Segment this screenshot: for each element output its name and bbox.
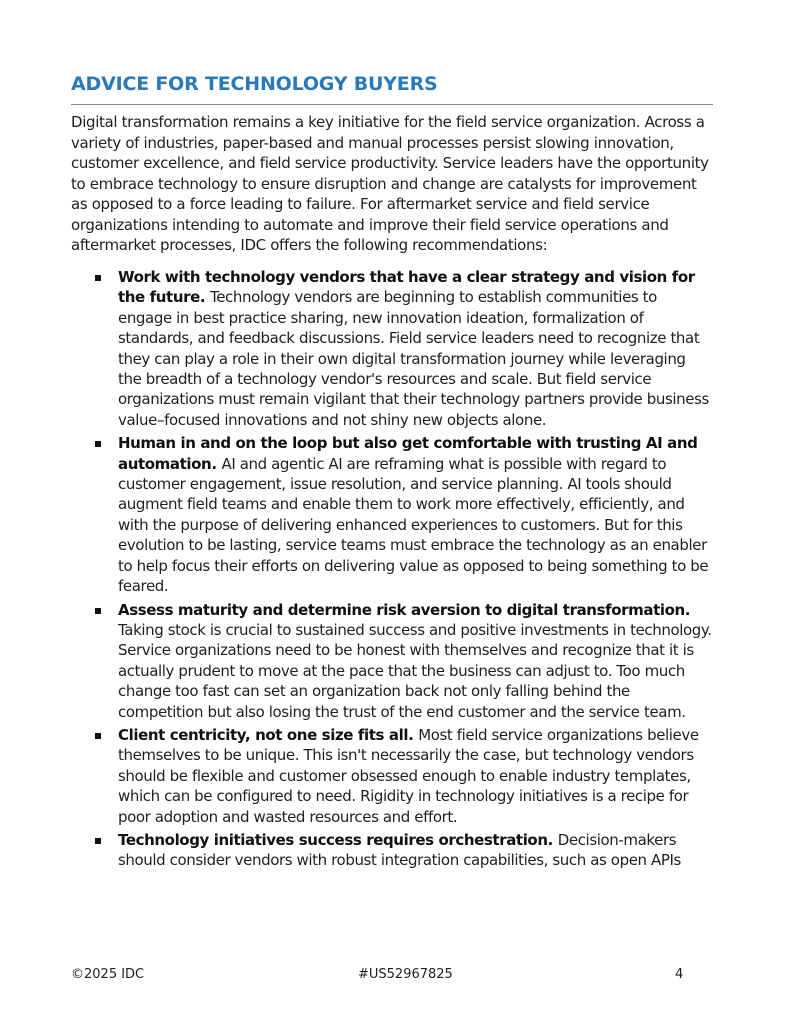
- recommendation-text: Technology vendors are beginning to establish communities to engage in best practice sharing, new innovation ideation, formalization of standards, and feedback discussions. Field service leaders need to recognize that they can play a role in their own digital transformation journey while leveraging the breadth of a technology vendor's resources and scale. But field service organizations must remain vigilant that their technology partners provide business value–focused innovations and not shiny new objects alone.: [118, 288, 709, 429]
- square-bullet-icon: [95, 441, 101, 447]
- recommendation-item: [0, 267, 713, 430]
- recommendation-heading: Human in and on the loop but also get comfortable with trusting AI and automation.: [118, 434, 698, 473]
- square-bullet-icon: [95, 608, 101, 614]
- recommendation-item: [0, 600, 713, 722]
- recommendation-text: Decision-makers should consider vendors with robust integration capabilities, such as open APIs: [118, 830, 681, 870]
- recommendation-heading: Work with technology vendors that have a clear strategy and vision for the future.: [118, 268, 695, 307]
- recommendation-item: [0, 433, 713, 596]
- title-divider: [71, 104, 713, 105]
- footer-copyright: ©2025 IDC: [71, 967, 145, 982]
- square-bullet-icon: [95, 733, 101, 739]
- footer-document-id: #US52967825: [358, 967, 453, 982]
- recommendation-text: AI and agentic AI are reframing what is possible with regard to customer engagement, issue resolution, and service planning. AI tools should augment field teams and enable them to work more effectively, efficiently, and with the purpose of delivering enhanced experiences to customers. But for this evolution to be lasting, service teams must embrace the technology as an enabler to help focus their efforts on delivering value as opposed to being something to be feared.: [118, 454, 709, 596]
- recommendation-text: Taking stock is crucial to sustained success and positive investments in technology. Service organizations need to be honest with themselves and recognize that it is actually prudent to move at the pace that the business can adjust to. Too much change too fast can set an organization back not only falling behind the competition but also losing the trust of the end customer and the service team.: [118, 620, 712, 721]
- recommendation-heading: Assess maturity and determine risk aversion to digital transformation.: [118, 600, 691, 619]
- recommendation-text: Most field service organizations believe themselves to be unique. This isn't necessarily the case, but technology vendors should be flexible and customer obsessed enough to enable industry templates, which can be configured to need. Rigidity in technology initiatives is a recipe for poor adoption and wasted resources and effort.: [118, 725, 699, 826]
- footer-page-number: 4: [675, 967, 684, 982]
- recommendation-heading: Client centricity, not one size fits all.: [118, 725, 419, 744]
- intro-paragraph: Digital transformation remains a key initiative for the field service organization. Across a variety of industries, paper-based and manual processes persist slowing innovation, customer excellence, and field service productivity. Service leaders have the opportunity to embrace technology to ensure disruption and change are catalysts for improvement as opposed to a force leading to failure. For aftermarket service and field service organizations intending to automate and improve their field service operations and aftermarket processes, IDC offers the following recommendations:: [71, 113, 709, 254]
- recommendation-item: [0, 725, 713, 827]
- section-title: ADVICE FOR TECHNOLOGY BUYERS: [71, 73, 438, 95]
- square-bullet-icon: [95, 838, 101, 844]
- square-bullet-icon: [95, 275, 101, 281]
- recommendation-item: [0, 830, 713, 871]
- recommendations-list: [0, 267, 800, 874]
- recommendation-heading: Technology initiatives success requires orchestration.: [118, 830, 558, 849]
